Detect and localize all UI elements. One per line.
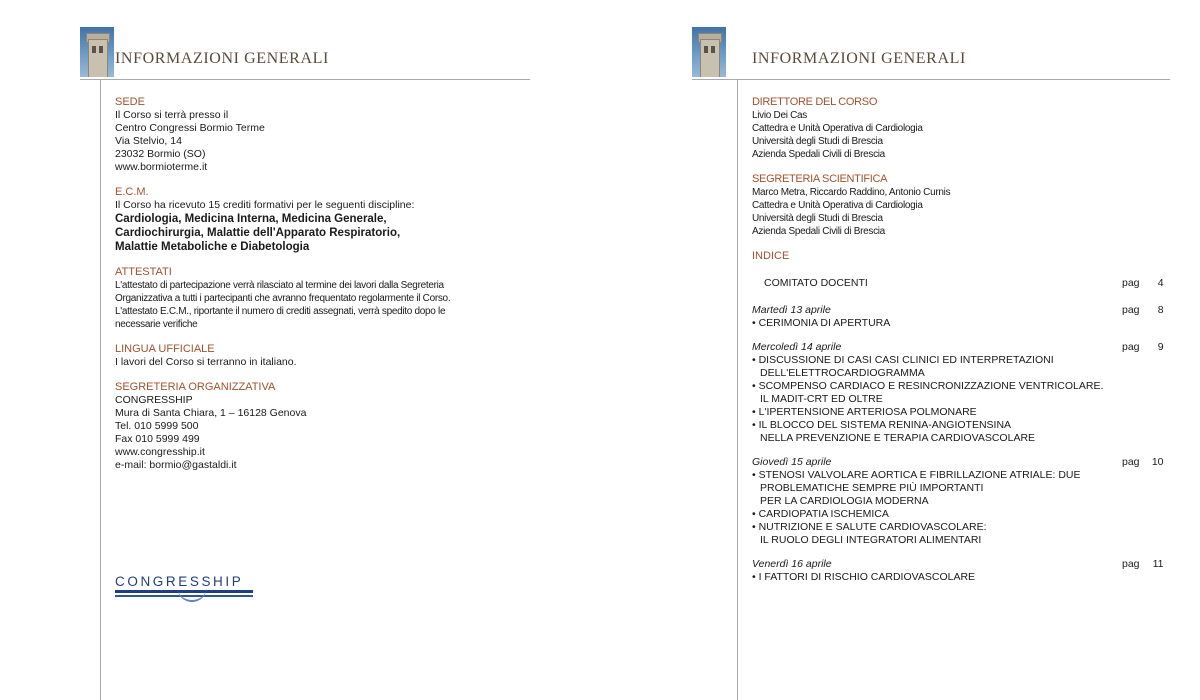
left-content [115,96,555,484]
section-title: LINGUA UFFICIALE [115,343,215,355]
topic-line: • SCOMPENSO CARDIACO E RESINCRONIZZAZIONE VENTRICOLARE. [752,380,1104,392]
congresship-logo [115,574,265,597]
page-word: pag [1122,277,1140,289]
text-line: Centro Congressi Bormio Terme [115,122,265,134]
index-day-martedi[interactable] [752,304,1182,330]
index-day-venerdi[interactable] [752,558,1182,584]
page-number: 8 [1157,304,1164,316]
text-line: Il Corso si terrà presso il [115,109,229,121]
tower-thumbnail-image [80,27,114,77]
section-title: DIRETTORE DEL CORSO [752,96,878,108]
day-label: Venerdì 16 aprile [752,558,832,570]
text-line: 23032 Bormio (SO) [115,148,206,160]
section-sede [115,96,555,174]
page-word: pag [1122,558,1140,570]
text-line: Organizzativa a tutti i partecipanti che avranno frequentato regolarmente il Corso. [115,293,451,304]
text-line: Cattedra e Unità Operativa di Cardiologia [752,123,923,134]
text-line: Il Corso ha ricevuto 15 crediti formativi per le seguenti discipline: [115,199,415,211]
topic-line: NELLA PREVENZIONE E TERAPIA CARDIOVASCOLARE [760,432,1036,444]
logo-wordmark: CONGRESSHIP [115,574,244,589]
text-line: necessarie verifiche [115,319,198,330]
topic-line: • CERIMONIA DI APERTURA [752,317,891,329]
header-rule [80,79,530,80]
index-page-ref [1122,456,1164,469]
index-page-ref [1122,341,1164,354]
page-header-title: INFORMAZIONI GENERALI [115,50,329,67]
tower-body [700,39,720,77]
topic-line: • I FATTORI DI RISCHIO CARDIOVASCOLARE [752,571,976,583]
index-page-ref [1122,277,1164,290]
text-line: I lavori del Corso si terranno in italiano. [115,356,297,368]
index-page-ref [1122,304,1164,317]
section-title: ATTESTATI [115,266,172,278]
email-link[interactable]: e-mail: bormio@gastaldi.it [115,459,237,471]
index-entry-comitato[interactable] [764,277,1182,290]
text-line: Mura di Santa Chiara, 1 – 16128 Genova [115,407,307,419]
section-indice [752,250,1182,584]
topic-line: IL MADIT-CRT ED OLTRE [760,393,883,405]
page-number: 11 [1152,558,1164,570]
text-line: Tel. 010 5999 500 [115,420,199,432]
index-day-giovedi[interactable] [752,456,1182,547]
topic-line: • L'IPERTENSIONE ARTERIOSA POLMONARE [752,406,977,418]
topic-line: PER LA CARDIOLOGIA MODERNA [760,495,929,507]
logo-swoosh-icon [177,580,207,602]
text-line: Azienda Spedali Civili di Brescia [752,226,885,237]
index-page-ref [1122,558,1164,571]
right-page [600,0,1200,700]
section-title: SEDE [115,96,145,108]
section-ecm [115,186,555,254]
text-line: Livio Dei Cas [752,110,808,121]
text-line: Cattedra e Unità Operativa di Cardiologia [752,200,923,211]
page-number: 10 [1151,456,1164,468]
index-day-mercoledi[interactable] [752,341,1182,445]
section-title: E.C.M. [115,186,149,198]
text-line: Università degli Studi di Brescia [752,136,883,147]
topic-line: • NUTRIZIONE E SALUTE CARDIOVASCOLARE: [752,521,987,533]
section-title: INDICE [752,250,790,262]
day-label: Martedì 13 aprile [752,304,831,316]
topic-line: DELL'ELETTROCARDIOGRAMMA [760,367,925,379]
section-title: SEGRETERIA ORGANIZZATIVA [115,381,276,393]
page-header-title: INFORMAZIONI GENERALI [752,50,966,67]
day-label: Mercoledì 14 aprile [752,341,842,353]
right-content [752,96,1182,596]
section-attestati [115,266,555,331]
page-word: pag [1122,304,1140,316]
discipline-line: Malattie Metaboliche e Diabetologia [115,241,310,253]
text-line: L'attestato E.C.M., riportante il numero di crediti assegnati, verrà spedito dopo le [115,306,446,317]
topic-line: • DISCUSSIONE DI CASI CASI CLINICI ED INTERPRETAZIONI [752,354,1054,366]
text-line: L'attestato di partecipazione verrà rilasciato al termine dei lavori dalla Segreteria [115,280,444,291]
page-word: pag [1122,341,1140,353]
topic-line: • CARDIOPATIA ISCHEMICA [752,508,889,520]
text-line: Azienda Spedali Civili di Brescia [752,149,885,160]
text-line: Via Stelvio, 14 [115,135,182,147]
section-segreteria-scientifica [752,173,1182,238]
section-lingua [115,343,555,369]
tower-thumbnail-image [692,27,726,77]
text-line: Fax 010 5999 499 [115,433,200,445]
text-line: Università degli Studi di Brescia [752,213,883,224]
margin-rule [737,80,738,700]
discipline-line: Cardiologia, Medicina Interna, Medicina Generale, [115,213,387,225]
section-direttore [752,96,1182,161]
index-label: COMITATO DOCENTI [764,277,868,289]
topic-line: IL RUOLO DEGLI INTEGRATORI ALIMENTARI [760,534,982,546]
topic-line: • IL BLOCCO DEL SISTEMA RENINA-ANGIOTENSINA [752,419,1012,431]
website-link[interactable]: www.congresship.it [115,446,205,458]
page-number: 9 [1157,341,1164,353]
section-segreteria-organizzativa [115,381,555,472]
topic-line: • STENOSI VALVOLARE AORTICA E FIBRILLAZIONE ATRIALE: DUE [752,469,1081,481]
margin-rule [100,80,101,700]
text-line: Marco Metra, Riccardo Raddino, Antonio Curnis [752,187,951,198]
tower-body [88,39,108,77]
section-title: SEGRETERIA SCIENTIFICA [752,173,888,185]
day-label: Giovedì 15 aprile [752,456,832,468]
website-link[interactable]: www.bormioterme.it [115,161,208,173]
header-rule [692,79,1170,80]
text-line: CONGRESSHIP [115,394,193,406]
page-word: pag [1122,456,1140,468]
discipline-line: Cardiochirurgia, Malattie dell'Apparato Respiratorio, [115,227,401,239]
topic-line: PROBLEMATICHE SEMPRE PIÙ IMPORTANTI [760,482,984,494]
page-number: 4 [1157,277,1164,289]
